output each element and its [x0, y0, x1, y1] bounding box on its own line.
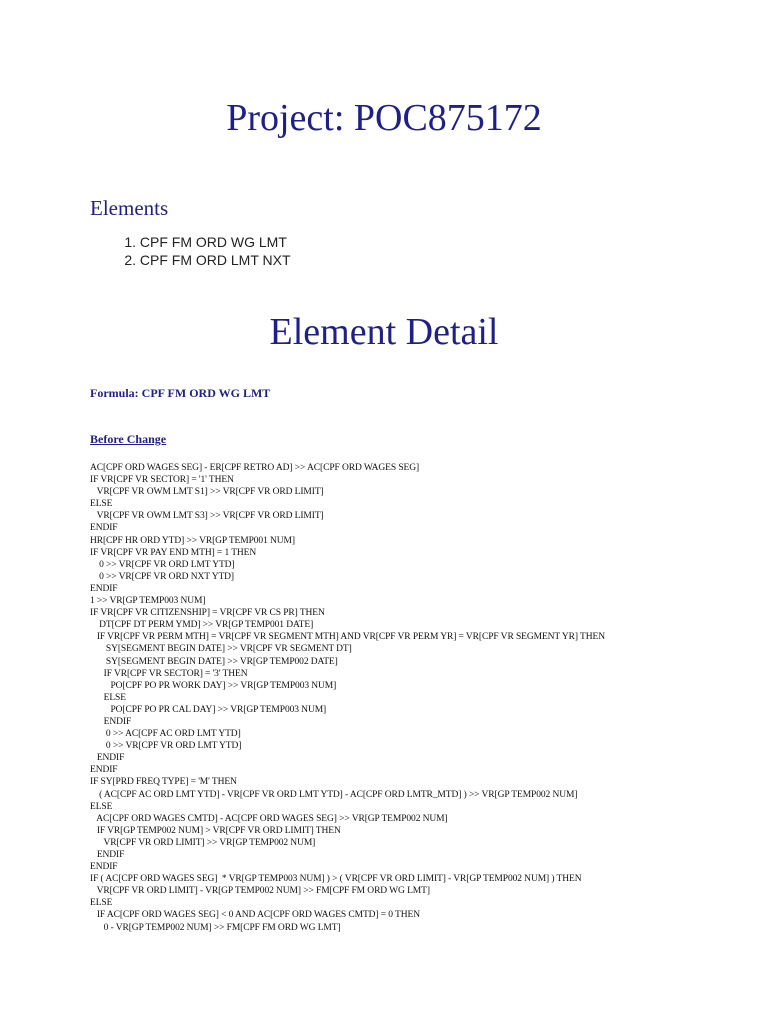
code-line: VR[CPF VR ORD LIMIT] >> VR[GP TEMP002 NUM] — [90, 837, 316, 848]
code-line: AC[CPF ORD WAGES CMTD] - AC[CPF ORD WAGES SEG] >> VR[GP TEMP002 NUM] — [90, 813, 448, 824]
code-line: ENDIF — [90, 765, 118, 776]
code-line: ENDIF — [90, 850, 125, 860]
code-line: 0 >> VR[CPF VR ORD LMT YTD] — [90, 741, 242, 752]
code-line: ENDIF — [90, 753, 125, 764]
code-line: IF AC[CPF ORD WAGES SEG] < 0 AND AC[CPF ORD WAGES CMTD] = 0 THEN — [90, 910, 420, 921]
project-title: Project: POC875172 — [226, 97, 542, 139]
code-line: SY[SEGMENT BEGIN DATE] >> VR[CPF VR SEGMENT DT] — [90, 644, 352, 655]
code-line: ELSE — [90, 692, 126, 703]
code-line: 0 - VR[GP TEMP002 NUM] >> FM[CPF FM ORD WG LMT] — [90, 922, 341, 933]
code-line: DT[CPF DT PERM YMD] >> VR[GP TEMP001 DATE] — [90, 620, 314, 631]
code-line: 1 >> VR[GP TEMP003 NUM] — [90, 596, 206, 607]
code-line: ENDIF — [90, 862, 118, 873]
code-line: 0 >> AC[CPF AC ORD LMT YTD] — [90, 729, 241, 740]
list-item-number: 1. — [124, 234, 136, 250]
list-item-number: 2. — [124, 252, 136, 268]
formula-label: Formula: CPF FM ORD WG LMT — [90, 386, 271, 400]
code-line: ELSE — [90, 898, 113, 909]
list-item — [90, 233, 291, 251]
code-line: VR[CPF VR OWM LMT S1] >> VR[CPF VR ORD LIMIT] — [90, 487, 324, 498]
code-line: ENDIF — [90, 583, 118, 594]
elements-list — [90, 233, 291, 269]
code-line: IF VR[CPF VR SECTOR] = '1' THEN — [90, 475, 234, 486]
code-line: SY[SEGMENT BEGIN DATE] >> VR[GP TEMP002 DATE] — [90, 656, 338, 667]
code-line: AC[CPF ORD WAGES SEG] - ER[CPF RETRO AD] >> AC[CPF ORD WAGES SEG] — [90, 463, 420, 473]
list-item-label: CPF FM ORD WG LMT — [139, 234, 287, 250]
code-line: HR[CPF HR ORD YTD] >> VR[GP TEMP001 NUM] — [90, 535, 295, 546]
code-line: 0 >> VR[CPF VR ORD NXT YTD] — [90, 571, 234, 582]
code-line: VR[CPF VR OWM LMT S3] >> VR[CPF VR ORD LIMIT] — [90, 511, 324, 522]
code-line: 0 >> VR[CPF VR ORD LMT YTD] — [90, 559, 235, 570]
code-line: ELSE — [90, 499, 113, 510]
elements-heading: Elements — [90, 196, 169, 220]
code-line: PO[CPF PO PR WORK DAY] >> VR[GP TEMP003 NUM] — [90, 680, 337, 691]
code-line: IF VR[CPF VR CITIZENSHIP] = VR[CPF VR CS PR] THEN — [90, 608, 325, 619]
code-line: IF VR[CPF VR PAY END MTH] = 1 THEN — [90, 547, 257, 558]
formula-code-block — [90, 462, 730, 934]
list-item-label: CPF FM ORD LMT NXT — [139, 252, 291, 268]
code-line: IF VR[CPF VR SECTOR] = '3' THEN — [90, 668, 248, 679]
code-line: ENDIF — [90, 523, 118, 534]
code-line: VR[CPF VR ORD LIMIT] - VR[GP TEMP002 NUM] >> FM[CPF FM ORD WG LMT] — [90, 886, 430, 897]
list-item — [90, 251, 291, 269]
code-line: ELSE — [90, 801, 113, 812]
code-line: ( AC[CPF AC ORD LMT YTD] - VR[CPF VR ORD LMT YTD] - AC[CPF ORD LMTR_MTD] ) >> VR[GP TEMP002 NUM] — [90, 789, 578, 800]
code-line: ENDIF — [90, 716, 132, 727]
before-change-heading: Before Change — [90, 432, 167, 446]
code-line: IF SY[PRD FREQ TYPE] = 'M' THEN — [90, 777, 237, 788]
code-line: IF VR[GP TEMP002 NUM] > VR[CPF VR ORD LIMIT] THEN — [90, 825, 341, 836]
element-detail-title: Element Detail — [269, 311, 499, 353]
code-line: IF ( AC[CPF ORD WAGES SEG] * VR[GP TEMP003 NUM] ) > ( VR[CPF VR ORD LIMIT] - VR[GP TEMP002 NUM] ) THEN — [90, 874, 582, 885]
code-line: PO[CPF PO PR CAL DAY] >> VR[GP TEMP003 NUM] — [90, 704, 327, 715]
code-line: IF VR[CPF VR PERM MTH] = VR[CPF VR SEGMENT MTH] AND VR[CPF VR PERM YR] = VR[CPF VR SEGMENT YR] THEN — [90, 632, 605, 643]
